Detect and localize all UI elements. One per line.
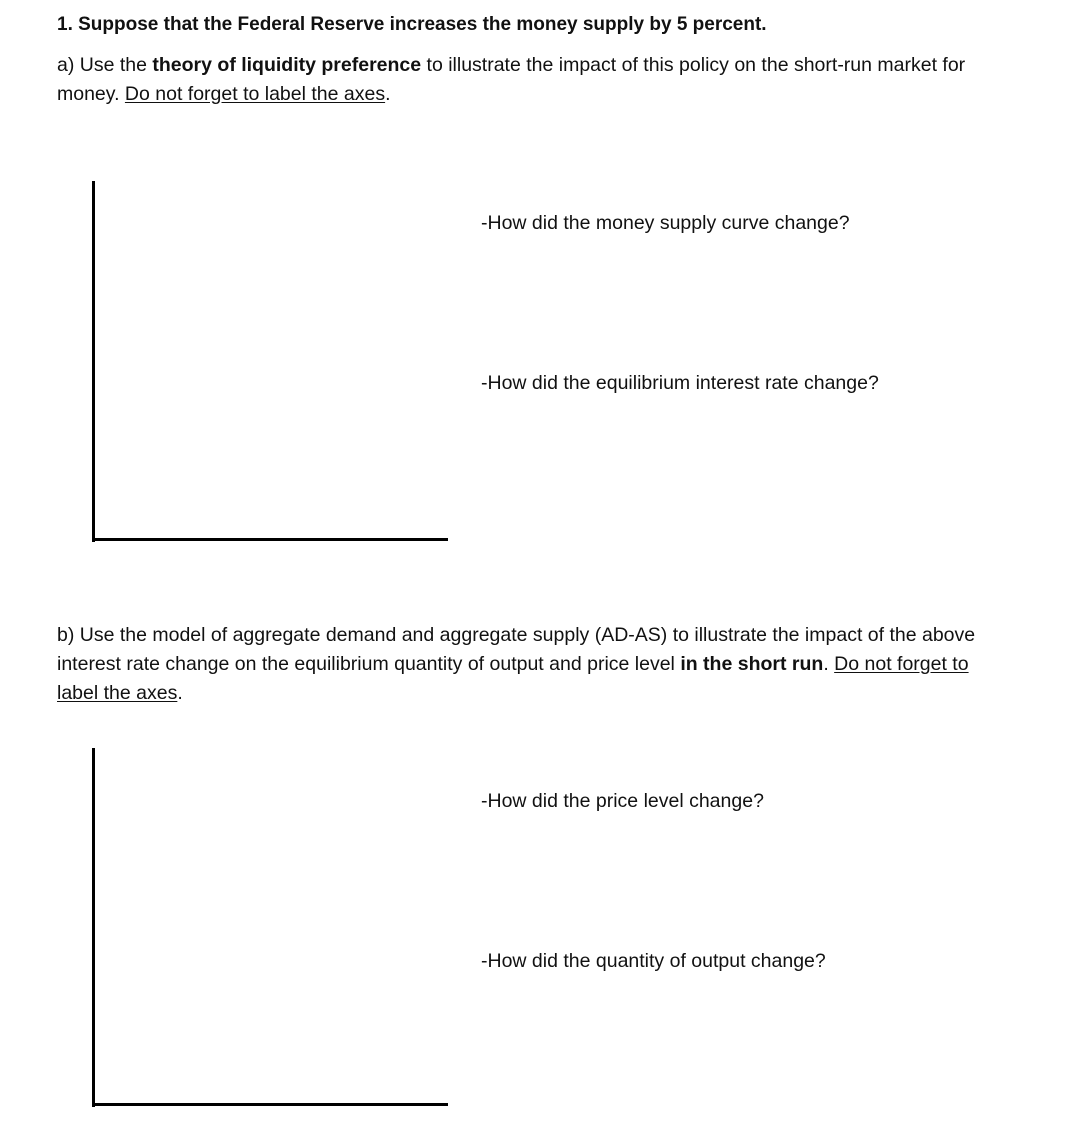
part-a-instructions <box>57 51 987 109</box>
question-price-level: -How did the price level change? <box>481 790 764 812</box>
part-a-text-3: . <box>385 83 391 105</box>
question-money-supply-curve: -How did the money supply curve change? <box>481 212 850 234</box>
question-title: 1. Suppose that the Federal Reserve increases the money supply by 5 percent. <box>57 14 767 35</box>
part-b-text-1: b) Use the model of aggregate demand and aggregate supply (AD-AS) to illustrate the impact of the above interest rate change on the equilibrium quantity of output and price level <box>57 624 976 675</box>
part-b-bold-term: in the short run <box>680 653 824 675</box>
part-a-label-axes-note: Do not forget to label the axes <box>124 83 386 105</box>
graph-b-horizontal-axis <box>92 1103 448 1106</box>
part-b-text-2: . <box>823 653 835 675</box>
part-b-label-axes-note: Do not forget to label the axes <box>57 653 969 704</box>
graph-a-horizontal-axis <box>92 538 448 541</box>
part-a-text-1: a) Use the <box>57 54 153 76</box>
graph-b-vertical-axis <box>92 748 95 1107</box>
part-b-instructions <box>57 621 987 708</box>
question-interest-rate: -How did the equilibrium interest rate change? <box>481 372 879 394</box>
question-output-quantity: -How did the quantity of output change? <box>481 950 826 972</box>
part-b-text-3: . <box>177 682 183 704</box>
part-a-bold-term: theory of liquidity preference <box>152 54 422 76</box>
graph-a-vertical-axis <box>92 181 95 542</box>
part-a-text-2: to illustrate the impact of this policy on the short-run market for money. <box>57 54 966 105</box>
